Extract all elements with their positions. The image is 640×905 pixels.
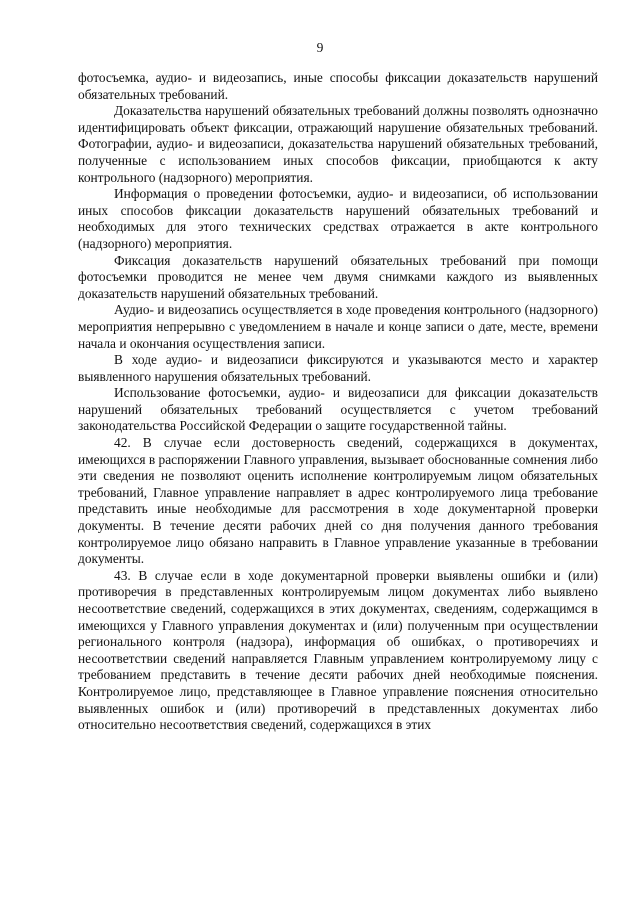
paragraph-clause-42: 42. В случае если достоверность сведений, содержащихся в документах, имеющихся в распоряжении Главного управления, вызывает обоснованные сомнения либо эти сведения не позволяют оценить исполнение контролируемым лицом обязательных требований, Главное управление направляет в адрес контролируемого лица требование представить иные необходимые для рассмотрения в ходе документарной проверки документы. В течение десяти рабочих дней со дня получения данного требования контролируемое лицо обязано направить в Главное управление указанные в требовании документы. [78,435,598,567]
paragraph-recording-information: Информация о проведении фотосъемки, аудио- и видеозаписи, об использовании иных способов фиксации доказательств нарушений обязательных требований и необходимых для этого технических средствах отражается в акте контрольного (надзорного) мероприятия. [78,186,598,251]
paragraph-photo-fixation: Фиксация доказательств нарушений обязательных требований при помощи фотосъемки проводится не менее чем двумя снимками каждого из выявленных доказательств нарушений обязательных требований. [78,252,598,301]
paragraph-continuation: фотосъемка, аудио- и видеозапись, иные способы фиксации доказательств нарушений обязательных требований. [78,70,598,102]
paragraph-audio-video-recording: Аудио- и видеозапись осуществляется в ходе проведения контрольного (надзорного) мероприятия непрерывно с уведомлением в начале и конце записи о дате, месте, времени начала и окончания осуществления записи. [78,302,598,351]
paragraph-state-secret: Использование фотосъемки, аудио- и видеозаписи для фиксации доказательств нарушений обязательных требований осуществляется с учетом требований законодательства Российской Федерации о защите государственной тайны. [78,385,598,434]
paragraph-clause-43: 43. В случае если в ходе документарной проверки выявлены ошибки и (или) противоречия в представленных контролируемым лицом документах либо выявлено несоответствие сведений, содержащихся в этих документах, сведениям, содержащимся в имеющихся у Главного управления документах и (или) полученным при осуществлении регионального контроля (надзора), информация об ошибках, о противоречиях и несоответствии сведений направляется Главным управлением контролируемому лицу с требованием представить в течение десяти рабочих дней необходимые пояснения. Контролируемое лицо, представляющее в Главное управление пояснения относительно выявленных ошибок и (или) противоречий в представленных документах либо относительно несоответствия сведений, содержащихся в этих [78,567,598,733]
paragraph-evidence-identification: Доказательства нарушений обязательных требований должны позволять однозначно идентифицировать объект фиксации, отражающий нарушение обязательных требований. Фотографии, аудио- и видеозаписи, доказательства нарушений обязательных требований, полученные с использованием иных способов фиксации, приобщаются к акту контрольного (надзорного) мероприятия. [78,103,598,185]
document-body [78,70,598,734]
page-number: 9 [316,40,324,55]
paragraph-recording-details: В ходе аудио- и видеозаписи фиксируются и указываются место и характер выявленного нарушения обязательных требований. [78,352,598,384]
